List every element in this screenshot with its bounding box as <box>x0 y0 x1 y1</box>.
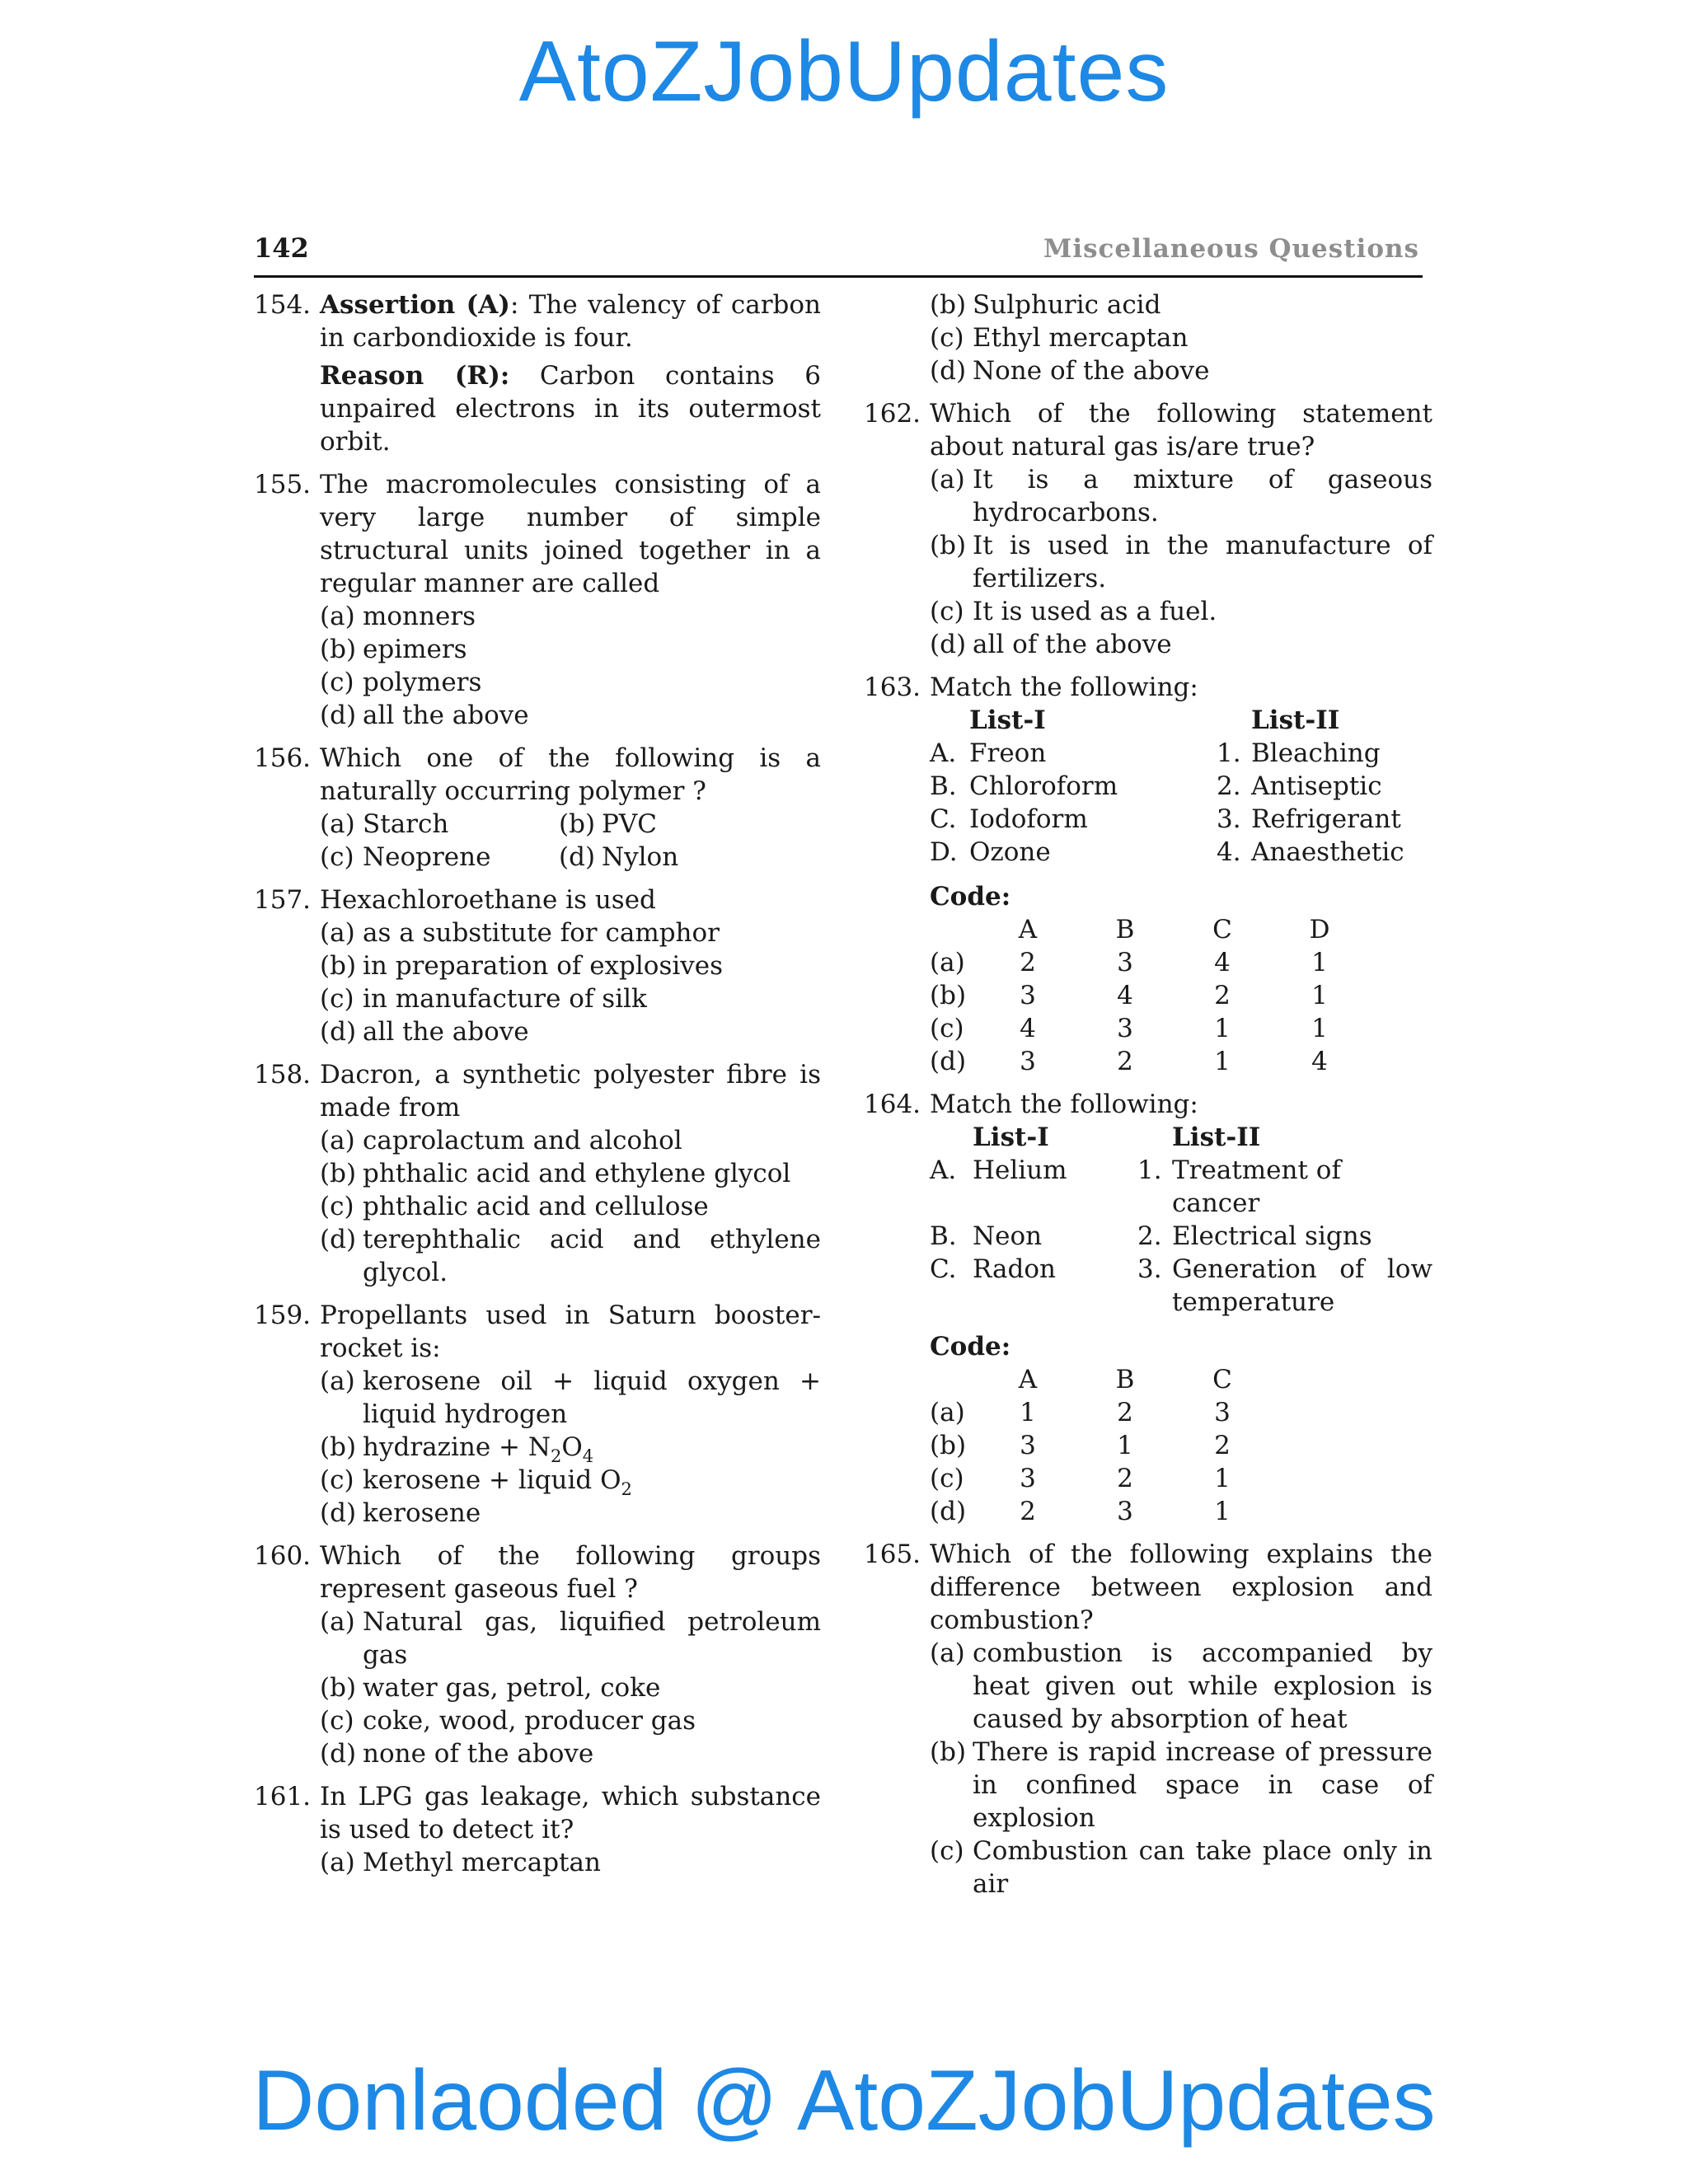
code-value: 2 <box>1117 1464 1133 1493</box>
code-value: 1 <box>1214 1047 1231 1076</box>
option-text: It is used in the manufacture of fertilizers. <box>973 531 1432 593</box>
code-header: B <box>1115 1365 1135 1394</box>
match-lists <box>930 1121 1432 1319</box>
code-row <box>930 1462 1271 1495</box>
question-text: Which of the following explains the difference between explosion and combustion? <box>930 1540 1432 1635</box>
question-text: Hexachloroethane is used <box>320 885 656 915</box>
option-text: phthalic acid and cellulose <box>363 1192 709 1221</box>
option <box>320 633 821 666</box>
question-text: Dacron, a synthetic polyester fibre is made from <box>320 1060 821 1122</box>
code-row-label: (a) <box>930 948 965 977</box>
code-row <box>930 946 1368 979</box>
code-header: D <box>1309 915 1330 944</box>
right-column <box>864 288 1432 1910</box>
list2-item: Refrigerant <box>1251 804 1401 834</box>
list1-label: A. <box>930 738 957 768</box>
code-value: 1 <box>1214 1464 1231 1493</box>
option <box>320 1737 821 1770</box>
option <box>930 354 1432 387</box>
watermark-bottom: Donlaoded @ AtoZJobUpdates <box>252 2053 1436 2149</box>
option-label: (d) <box>320 701 357 730</box>
code-value: 2 <box>1117 1398 1133 1427</box>
list2-label: 2. <box>1217 771 1241 801</box>
question-number: 155. <box>254 470 312 499</box>
option-text: Combustion can take place only in air <box>973 1836 1432 1899</box>
option-text: kerosene oil + liquid oxygen + liquid hydrogen <box>363 1366 821 1429</box>
option-label: (c) <box>320 668 354 697</box>
option <box>930 288 1432 321</box>
option-text: caprolactum and alcohol <box>363 1126 682 1155</box>
question-number: 161. <box>254 1782 312 1811</box>
option-text: Nylon <box>602 842 679 872</box>
option-label: (c) <box>930 323 964 353</box>
option-label: (a) <box>320 1848 355 1877</box>
option-label: (c) <box>930 597 964 626</box>
code-value: 1 <box>1311 1014 1328 1043</box>
code-value: 3 <box>1117 1014 1133 1043</box>
option-label: (d) <box>930 356 967 386</box>
list2-item: Bleaching <box>1251 738 1381 768</box>
option <box>559 841 806 874</box>
option-text: PVC <box>602 809 657 839</box>
option-text: coke, wood, producer gas <box>363 1706 696 1736</box>
match-row <box>930 1154 1432 1220</box>
code-table <box>930 1363 1271 1528</box>
option-text: combustion is accompanied by heat given out while explosion is caused by absorption of heat <box>973 1638 1432 1734</box>
option-text: terephthalic acid and ethylene glycol. <box>363 1225 821 1287</box>
option-label: (b) <box>320 635 357 664</box>
options-grid <box>320 808 821 874</box>
code-value: 3 <box>1020 1431 1036 1460</box>
option-label: (b) <box>320 1432 357 1462</box>
reason-label: Reason (R): <box>320 361 510 391</box>
option-text: phthalic acid and ethylene glycol <box>363 1159 791 1188</box>
code-header-row <box>930 1363 1271 1396</box>
code-value: 4 <box>1214 948 1231 977</box>
code-value: 2 <box>1020 948 1036 977</box>
match-row <box>930 1220 1432 1253</box>
option <box>320 1605 821 1671</box>
code-value: 4 <box>1117 981 1133 1010</box>
option-label: (d) <box>320 1225 357 1254</box>
code-value: 3 <box>1020 1047 1036 1076</box>
option <box>930 628 1432 661</box>
option-text: hydrazine + N <box>363 1432 551 1462</box>
option-label: (d) <box>930 630 967 659</box>
option <box>320 916 821 949</box>
question-156 <box>254 742 821 874</box>
left-column <box>254 288 821 1889</box>
question-165 <box>864 1538 1432 1900</box>
option <box>320 1015 821 1048</box>
option-label: (c) <box>320 842 354 872</box>
option <box>320 1464 821 1497</box>
code-table <box>930 913 1368 1078</box>
question-number: 154. <box>254 290 312 320</box>
option-label: (d) <box>320 1498 357 1528</box>
option-label: (a) <box>320 918 355 948</box>
list2-header: List-II <box>1172 1122 1261 1152</box>
watermark-top: AtoZJobUpdates <box>518 24 1170 120</box>
option-label: (a) <box>320 1366 355 1396</box>
code-value: 3 <box>1117 948 1133 977</box>
assertion-label: Assertion (A) <box>320 290 510 320</box>
option-label: (d) <box>320 1017 357 1047</box>
header-rule <box>254 275 1423 278</box>
option <box>320 982 821 1015</box>
option <box>320 841 559 874</box>
option-text: all the above <box>363 1017 529 1047</box>
list2-item: Anaesthetic <box>1251 837 1404 867</box>
question-number: 159. <box>254 1301 312 1330</box>
list2-label: 1. <box>1217 738 1241 768</box>
option <box>930 1835 1432 1900</box>
option-label: (a) <box>320 809 355 839</box>
code-row-label: (d) <box>930 1047 967 1076</box>
code-row-label: (b) <box>930 1431 967 1460</box>
list1-item: Helium <box>973 1155 1067 1185</box>
option <box>320 1497 821 1530</box>
question-text: Which of the following groups represent gaseous fuel ? <box>320 1541 821 1604</box>
option-label: (c) <box>320 1465 354 1495</box>
assertion <box>320 288 821 354</box>
list1-header: List-I <box>973 1122 1049 1152</box>
option <box>320 1431 821 1464</box>
code-header-row <box>930 913 1368 946</box>
list2-item: Antiseptic <box>1251 771 1382 801</box>
option <box>930 595 1432 628</box>
code-value: 2 <box>1214 1431 1231 1460</box>
code-value: 2 <box>1020 1497 1036 1526</box>
question-163 <box>864 671 1432 1078</box>
page-number: 142 <box>254 232 309 264</box>
code-row <box>930 1495 1271 1528</box>
list1-item: Iodoform <box>969 804 1088 834</box>
code-header: A <box>1018 915 1038 944</box>
option-text: kerosene <box>363 1498 481 1528</box>
question-text: Which one of the following is a naturally occurring polymer ? <box>320 743 821 806</box>
option <box>930 463 1432 529</box>
code-row-label: (d) <box>930 1497 967 1526</box>
question-number: 158. <box>254 1060 312 1090</box>
list1-label: D. <box>930 837 958 867</box>
list1-label: C. <box>930 804 957 834</box>
code-header: A <box>1018 1365 1038 1394</box>
question-164 <box>864 1088 1432 1528</box>
option-text: It is a mixture of gaseous hydrocarbons. <box>973 465 1432 527</box>
option <box>320 666 821 699</box>
code-row-label: (c) <box>930 1014 964 1043</box>
code-value: 1 <box>1214 1014 1231 1043</box>
option-text: monners <box>363 602 476 631</box>
option <box>320 600 821 633</box>
option-text: Methyl mercaptan <box>363 1848 601 1877</box>
option <box>320 1223 821 1289</box>
list1-item: Ozone <box>969 837 1051 867</box>
option <box>930 1637 1432 1736</box>
option-label: (a) <box>320 1607 355 1637</box>
list1-item: Freon <box>969 738 1047 768</box>
code-value: 2 <box>1214 981 1231 1010</box>
code-row <box>930 1045 1368 1078</box>
question-number: 160. <box>254 1541 312 1571</box>
list2-item: Treatment of cancer <box>1172 1155 1341 1218</box>
question-162 <box>864 397 1432 661</box>
question-text: Match the following: <box>930 673 1198 702</box>
list2-header: List-II <box>1251 705 1340 735</box>
match-row <box>930 803 1404 836</box>
option <box>320 699 821 732</box>
option-text: in preparation of explosives <box>363 951 724 981</box>
option-label: (c) <box>320 1706 354 1736</box>
question-157 <box>254 883 821 1048</box>
option-label: (b) <box>930 531 967 560</box>
list1-item: Radon <box>973 1254 1057 1284</box>
list2-label: 2. <box>1137 1221 1162 1251</box>
question-text: Propellants used in Saturn booster-rocket is: <box>320 1301 821 1363</box>
list2-label: 4. <box>1217 837 1241 867</box>
option-label: (b) <box>320 1673 357 1703</box>
list1-header: List-I <box>969 705 1046 735</box>
option-text: Sulphuric acid <box>973 290 1161 320</box>
list2-label: 3. <box>1137 1254 1162 1284</box>
question-159 <box>254 1299 821 1530</box>
code-row <box>930 1429 1271 1462</box>
code-value: 4 <box>1311 1047 1328 1076</box>
code-header: C <box>1212 915 1232 944</box>
question-154 <box>254 288 821 458</box>
option-label: (a) <box>930 465 965 494</box>
option <box>320 1846 821 1879</box>
list1-label: A. <box>930 1155 957 1185</box>
list2-label: 3. <box>1217 804 1241 834</box>
question-text: Which of the following statement about natural gas is/are true? <box>930 399 1432 462</box>
option-text: kerosene + liquid O <box>363 1465 621 1495</box>
assertion-text: : The valency of carbon in carbondioxide is four. <box>320 290 821 353</box>
option-text: water gas, petrol, coke <box>363 1673 661 1703</box>
code-row-label: (b) <box>930 981 967 1010</box>
match-row <box>930 770 1404 803</box>
match-lists <box>930 704 1404 869</box>
question-161 <box>254 1780 821 1879</box>
code-value: 3 <box>1020 981 1036 1010</box>
option-label: (c) <box>320 984 354 1014</box>
option-label: (b) <box>930 1737 967 1767</box>
list2-item: Generation of low temperature <box>1172 1254 1432 1317</box>
option-text: polymers <box>363 668 482 697</box>
option-label: (a) <box>320 1126 355 1155</box>
question-160 <box>254 1540 821 1770</box>
question-text: The macromolecules consisting of a very large number of simple structural units joined together in a regular manner are called <box>320 470 821 598</box>
option-text: as a substitute for camphor <box>363 918 720 948</box>
option <box>320 1157 821 1190</box>
option-label: (c) <box>320 1192 354 1221</box>
section-title: Miscellaneous Questions <box>1043 234 1419 264</box>
code-value: 4 <box>1020 1014 1036 1043</box>
code-value: 1 <box>1117 1431 1133 1460</box>
code-value: 1 <box>1214 1497 1231 1526</box>
question-text: Match the following: <box>930 1090 1198 1119</box>
list1-label: C. <box>930 1254 957 1284</box>
code-value: 3 <box>1020 1464 1036 1493</box>
code-value: 3 <box>1117 1497 1133 1526</box>
list1-item: Chloroform <box>969 771 1118 801</box>
option <box>320 949 821 982</box>
list1-item: Neon <box>973 1221 1043 1251</box>
option <box>320 808 559 841</box>
option-text: Ethyl mercaptan <box>973 323 1189 353</box>
question-number: 156. <box>254 743 312 773</box>
option-text: It is used as a fuel. <box>973 597 1217 626</box>
question-number: 164. <box>864 1090 921 1119</box>
code-label: Code: <box>930 882 1011 912</box>
option-label: (b) <box>930 290 967 320</box>
question-number: 162. <box>864 399 921 429</box>
code-header: B <box>1115 915 1135 944</box>
option-text: all of the above <box>973 630 1172 659</box>
code-value: 1 <box>1311 948 1328 977</box>
code-row <box>930 1396 1271 1429</box>
option-text: There is rapid increase of pressure in confined space in case of explosion <box>973 1737 1432 1833</box>
code-row-label: (a) <box>930 1398 965 1427</box>
code-value: 2 <box>1117 1047 1133 1076</box>
option-label: (d) <box>320 1739 357 1769</box>
code-row <box>930 1012 1368 1045</box>
option <box>559 808 806 841</box>
option-text: Neoprene <box>363 842 491 872</box>
option <box>930 1736 1432 1835</box>
code-row <box>930 979 1368 1012</box>
option-text: in manufacture of silk <box>363 984 647 1014</box>
question-number: 165. <box>864 1540 921 1569</box>
option <box>930 321 1432 354</box>
option-text: Starch <box>363 809 449 839</box>
option <box>320 1190 821 1223</box>
list1-label: B. <box>930 771 957 801</box>
reason <box>320 359 821 458</box>
code-value: 3 <box>1214 1398 1231 1427</box>
option <box>320 1365 821 1431</box>
reason-text: Carbon contains 6 unpaired electrons in its outermost orbit. <box>320 361 822 457</box>
option-label: (b) <box>320 951 357 981</box>
question-text: In LPG gas leakage, which substance is used to detect it? <box>320 1782 821 1844</box>
option <box>930 529 1432 595</box>
option <box>320 1671 821 1704</box>
option-text: Natural gas, liquified petroleum gas <box>363 1607 821 1670</box>
option-text: O <box>561 1432 583 1462</box>
code-value: 1 <box>1020 1398 1036 1427</box>
question-158 <box>254 1058 821 1289</box>
option <box>320 1124 821 1157</box>
list1-label: B. <box>930 1221 957 1251</box>
option-text: None of the above <box>973 356 1210 386</box>
question-number: 157. <box>254 885 312 915</box>
option-text: none of the above <box>363 1739 594 1769</box>
subscript: 2 <box>621 1479 632 1499</box>
code-value: 1 <box>1311 981 1328 1010</box>
option-label: (c) <box>930 1836 964 1866</box>
option-label: (a) <box>320 602 355 631</box>
list2-label: 1. <box>1137 1155 1162 1185</box>
question-number: 163. <box>864 673 921 702</box>
match-row <box>930 1253 1432 1319</box>
option-label: (b) <box>559 809 596 839</box>
option-text: epimers <box>363 635 467 664</box>
option-text: all the above <box>363 701 529 730</box>
list2-item: Electrical signs <box>1172 1221 1372 1251</box>
option <box>320 1704 821 1737</box>
subscript: 4 <box>582 1446 594 1466</box>
match-row <box>930 737 1404 770</box>
option-label: (d) <box>559 842 596 872</box>
code-header: C <box>1212 1365 1232 1394</box>
code-label: Code: <box>930 1332 1011 1361</box>
question-155 <box>254 468 821 732</box>
code-row-label: (c) <box>930 1464 964 1493</box>
option-label: (b) <box>320 1159 357 1188</box>
match-row <box>930 836 1404 869</box>
option-label: (a) <box>930 1638 965 1668</box>
question-161-continued <box>864 288 1432 387</box>
subscript: 2 <box>551 1446 562 1466</box>
